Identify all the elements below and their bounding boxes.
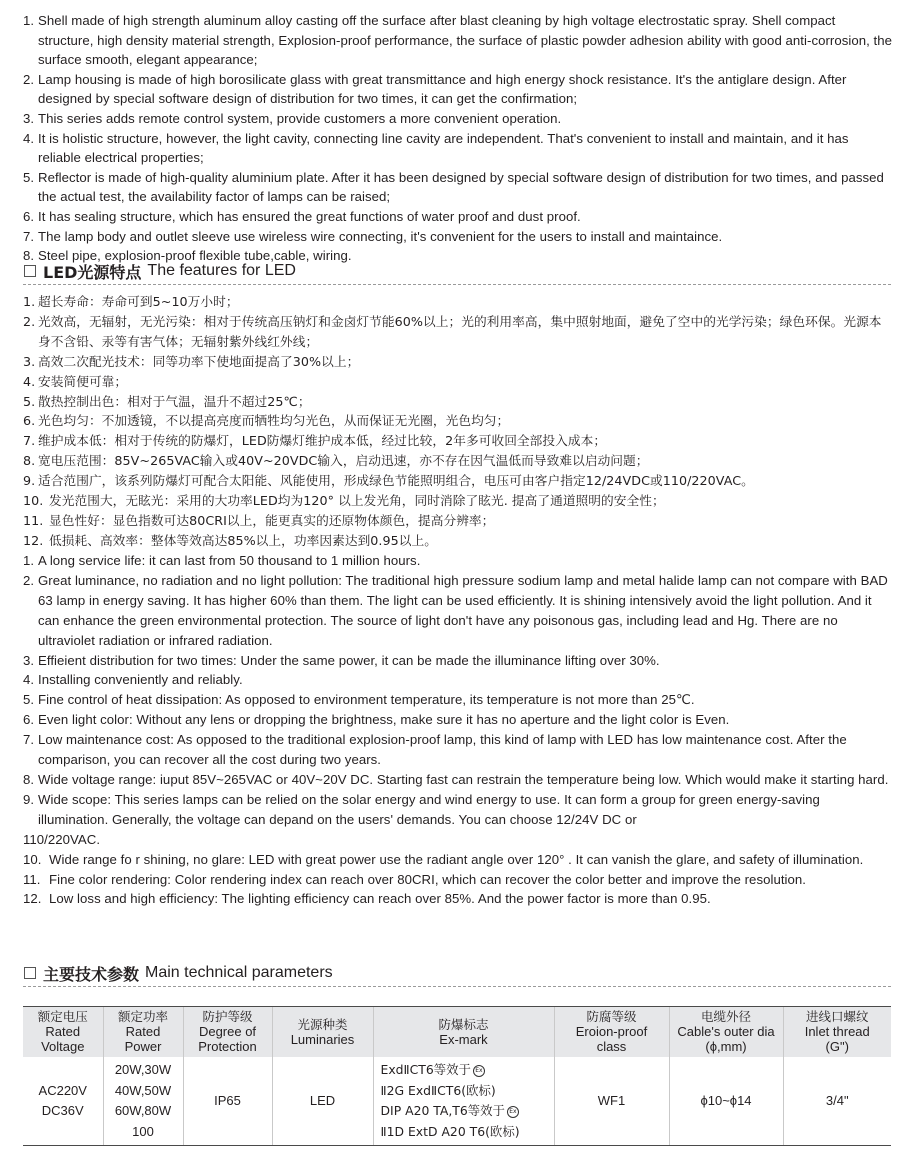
cell-cable-dia: ϕ10~ϕ14	[669, 1057, 783, 1146]
column-header-cn: 电缆外径	[700, 1009, 751, 1024]
column-header-en: Cable's outer dia	[677, 1024, 775, 1039]
list-item	[23, 690, 893, 710]
list-item-number: 9.	[23, 791, 35, 807]
list-item-number: 8.	[23, 453, 36, 469]
power-line: 20W,30W	[114, 1062, 172, 1077]
column-header-en: Protection	[198, 1039, 257, 1054]
list-item	[23, 531, 893, 551]
list-item-text: Low maintenance cost: As opposed to the traditional explosion-proof lamp, this kind of lamp with LED has low maintenance cost. After the comparison, you can recover all the cost during two years.	[38, 732, 847, 768]
list-item	[23, 352, 893, 372]
list-item	[23, 431, 893, 451]
power-line: 60W,80W	[114, 1103, 172, 1118]
list-item	[23, 129, 893, 168]
list-item-text: 110/220VAC.	[23, 831, 101, 847]
column-header	[272, 1007, 373, 1058]
list-item	[23, 411, 893, 431]
list-item-text: Shell made of high strength aluminum alloy casting off the surface after blast cleaning by high voltage electrostatic spray. Shell compact structure, high density material strength, Explosion-proof performance, the surface of plastic powder adhesion ability with good anti-corrosion, the surface smooth, elegant appearance;	[38, 13, 893, 68]
list-item-number: 6.	[23, 208, 35, 224]
power-line: 40W,50W	[114, 1082, 172, 1098]
column-header-en: Voltage	[41, 1039, 85, 1054]
list-item-number: 1.	[23, 553, 35, 568]
cell-luminaries: LED	[272, 1057, 373, 1146]
ex-mark-icon: Ex	[473, 1065, 485, 1077]
column-header-en: (G")	[825, 1039, 849, 1054]
list-item-text: 光色均匀：不加透镜，不以提高亮度而牺牲均匀光色，从而保证无光圈，光色均匀；	[38, 413, 510, 429]
list-item-text: Installing conveniently and reliably.	[38, 672, 243, 688]
list-item-text: The lamp body and outlet sleeve use wireless wire connecting, it's convenient for the users to install and maintaince.	[38, 228, 723, 244]
cell-voltage	[23, 1057, 103, 1146]
list-item-number: 4.	[23, 130, 35, 146]
exmark-text: DIP A20 TA,T6等效于	[380, 1103, 505, 1118]
list-item-number: 11.	[23, 871, 41, 887]
checkbox-square-icon	[24, 265, 36, 277]
column-header-en: (ϕ,mm)	[705, 1039, 747, 1054]
list-item-text: Reflector is made of high-quality aluminium plate. After it has been designed by special software design of distribution for two times, and passed the actual test, the availability factor of lamps can be raised;	[38, 169, 884, 205]
list-item-number: 10.	[23, 851, 42, 867]
list-item	[23, 850, 893, 870]
list-item-number: 9.	[23, 473, 36, 489]
list-item-text: Even light color: Without any lens or dropping the brightness, make sure it has no aperture and the light color is Even.	[38, 712, 730, 728]
list-item	[23, 830, 893, 850]
list-item-text: It is holistic structure, however, the light cavity, connecting line cavity are independent. That's convenient to install and maintain, and it has reliable electrical properties;	[38, 130, 849, 166]
column-header-en: Ex-mark	[439, 1031, 488, 1047]
list-item-number: 7.	[23, 732, 35, 748]
column-header-en: Luminaries	[290, 1031, 355, 1047]
list-item-number: 7.	[23, 228, 35, 244]
list-item-text: Fine color rendering: Color rendering index can reach over 80CRI, which can recover the color better and improve the resolution.	[49, 871, 807, 887]
power-line: 100	[132, 1123, 154, 1139]
led-features-cn-list	[23, 292, 893, 551]
list-item	[23, 372, 893, 392]
list-item	[23, 770, 893, 790]
list-item	[23, 312, 893, 352]
list-item-text: 低损耗、高效率：整体等效高达85%以上，功率因素达到0.95以上。	[49, 532, 437, 548]
exmark-line	[381, 1101, 552, 1122]
section-title-en: The features for LED	[147, 262, 296, 279]
checkbox-square-icon	[24, 967, 36, 979]
list-item	[23, 710, 893, 730]
list-item-number: 12.	[23, 891, 42, 907]
list-item-number: 4.	[23, 373, 36, 389]
led-features-en-list	[23, 551, 893, 909]
parameters-table	[23, 1006, 891, 1146]
ex-mark-icon: Ex	[507, 1106, 519, 1118]
column-header-en: Rated	[45, 1024, 81, 1039]
cell-thread: 3/4"	[783, 1057, 891, 1146]
list-item-text: Fine control of heat dissipation: As opposed to environment temperature, its temperature is not more than 25℃.	[38, 692, 695, 708]
exmark-text: ExdⅡCT6等效于	[380, 1062, 471, 1077]
list-item	[23, 207, 893, 227]
list-item	[23, 471, 893, 491]
list-item-text: 光效高，无辐射，无光污染：相对于传统高压钠灯和金卤灯节能60%以上；光的利用率高，集中照射地面，避免了空中的光学污染；绿色环保。光源本身不含铅、汞等有害气体；无辐射紫外线红外线；	[38, 313, 882, 349]
voltage-line: AC220V	[38, 1082, 87, 1098]
column-header-en: Eroion-proof	[575, 1024, 648, 1039]
column-header-en: Power	[124, 1039, 162, 1054]
table-row	[23, 1057, 891, 1146]
column-header-cn: 额定功率	[117, 1009, 168, 1024]
list-item-number: 2.	[23, 572, 35, 588]
list-item-number: 5.	[23, 692, 35, 708]
list-item	[23, 70, 893, 109]
column-header-en: Degree of	[198, 1024, 257, 1039]
list-item-number: 2.	[23, 71, 35, 87]
list-item-number: 5.	[23, 393, 36, 409]
column-header	[554, 1007, 669, 1058]
list-item	[23, 168, 893, 207]
list-item	[23, 889, 893, 909]
cell-power	[103, 1057, 183, 1146]
list-item-text: 超长寿命：寿命可到5~10万小时；	[38, 294, 239, 309]
exmark-line	[381, 1060, 552, 1081]
column-header	[373, 1007, 554, 1058]
list-item-text: This series adds remote control system, provide customers a more convenient operation.	[38, 110, 562, 126]
list-item-text: Great luminance, no radiation and no light pollution: The traditional high pressure sodium lamp and metal halide lamp can not compare with BAD 63 lamp in energy saving. It has higher 60% than them. The light can be used efficiently. It is shining intensively avoid the light pollution. And it can enhance the green environmental protection. The source of light don't have any poisonous gas, including lead and Hg. There are no ultraviolet radiation or infrared radiation.	[38, 572, 888, 648]
list-item-number: 1.	[23, 294, 36, 309]
column-header	[783, 1007, 891, 1058]
list-item-number: 6.	[23, 413, 36, 429]
table-header-row	[23, 1007, 891, 1058]
column-header-cn: 进线口螺纹	[805, 1009, 869, 1024]
list-item-number: 7.	[23, 433, 36, 449]
list-item	[23, 491, 893, 511]
list-item	[23, 651, 893, 671]
list-item	[23, 670, 893, 690]
list-item-number: 3.	[23, 110, 35, 126]
list-item	[23, 392, 893, 412]
list-item-text: Low loss and high efficiency: The lighting efficiency can reach over 85%. And the power factor is more than 0.95.	[49, 891, 711, 907]
list-item	[23, 227, 893, 247]
list-item	[23, 790, 893, 830]
list-item	[23, 730, 893, 770]
list-item-number: 12.	[23, 532, 44, 548]
list-item-text: 散热控制出色：相对于气温，温升不超过25℃；	[38, 393, 311, 409]
column-header-en: Rated	[125, 1024, 161, 1039]
list-item	[23, 571, 893, 651]
list-item-number: 8.	[23, 248, 35, 264]
column-header	[669, 1007, 783, 1058]
cell-corrosion: WF1	[554, 1057, 669, 1146]
section-header-main-parameters	[23, 960, 891, 987]
column-header-en: Inlet thread	[804, 1024, 870, 1039]
list-item-text: 高效二次配光技术：同等功率下使地面提高了30%以上；	[38, 353, 360, 369]
list-item-text: 适合范围广，该系列防爆灯可配合太阳能、风能使用，形成绿色节能照明组合，电压可由客户指定12/24VDC或110/220VAC。	[38, 473, 754, 489]
section-title-en: Main technical parameters	[145, 964, 333, 981]
list-item-text: Effieient distribution for two times: Under the same power, it can be made the illuminance lifting over 30%.	[38, 652, 660, 668]
voltage-line: DC36V	[41, 1103, 84, 1118]
list-item-text: Wide range fo r shining, no glare: LED with great power use the radiant angle over 120° . It can vanish the glare, and safety of illumination.	[49, 851, 864, 867]
list-item-text: 宽电压范围：85V~265VAC输入或40V~20VDC输入，启动迅速，亦不存在因气温低而导致难以启动问题；	[38, 453, 649, 469]
column-header-cn: 防腐等级	[586, 1009, 637, 1024]
list-item-number: 3.	[23, 353, 36, 369]
exmark-line: Ⅱ1D ExtD A20 T6(欧标)	[380, 1123, 520, 1139]
section-header-led-features	[23, 258, 891, 285]
list-item-text: Steel pipe, explosion-proof flexible tube,cable, wiring.	[38, 248, 352, 264]
list-item-text: 发光范围大，无眩光：采用的大功率LED均为120° 以上发光角，同时消除了眩光. 提高了通道照明的安全性；	[49, 493, 665, 509]
list-item-number: 5.	[23, 169, 35, 185]
list-item-number: 11.	[23, 512, 44, 528]
list-item-text: Wide scope: This series lamps can be relied on the solar energy and wind energy to use. It can form a group for green energy-saving illumination. Generally, the voltage can depand on the users' demands. You can choose 12/24V DC or	[38, 791, 820, 827]
column-header-cn: 光源种类	[297, 1016, 348, 1032]
list-item-text: 显色性好：显色指数可达80CRI以上，能更真实的还原物体颜色，提高分辨率；	[49, 512, 495, 528]
section-title-cn: LED光源特点	[43, 262, 142, 282]
list-item-text: Wide voltage range: iuput 85V~265VAC or 40V~20V DC. Starting fast can restrain the temperature being low. Which would make it starting hard.	[38, 771, 889, 787]
section-title-cn: 主要技术参数	[43, 964, 140, 984]
list-item	[23, 109, 893, 129]
column-header-en: class	[596, 1039, 627, 1054]
list-item-text: Lamp housing is made of high borosilicate glass with great transmittance and high energy shock resistance. It's the antiglare design. After designed by special software design of distribution for two times, it can get the confirmation;	[38, 71, 847, 107]
list-item-text: It has sealing structure, which has ensured the great functions of water proof and dust proof.	[38, 208, 581, 224]
list-item-number: 3.	[23, 652, 35, 668]
column-header-cn: 额定电压	[37, 1009, 88, 1024]
column-header	[183, 1007, 272, 1058]
features-list-top	[23, 11, 893, 266]
list-item	[23, 451, 893, 471]
list-item-number: 10.	[23, 493, 44, 509]
list-item-text: A long service life: it can last from 50 thousand to 1 million hours.	[38, 553, 421, 568]
exmark-line: Ⅱ2G ExdⅡCT6(欧标)	[380, 1082, 496, 1098]
list-item	[23, 11, 893, 70]
list-item-number: 6.	[23, 712, 35, 728]
list-item-number: 8.	[23, 771, 35, 787]
column-header	[103, 1007, 183, 1058]
column-header	[23, 1007, 103, 1058]
list-item	[23, 511, 893, 531]
list-item-text: 安装简便可靠；	[38, 373, 128, 389]
list-item-number: 1.	[23, 13, 35, 28]
cell-exmark	[373, 1057, 554, 1146]
list-item	[23, 870, 893, 890]
column-header-cn: 防爆标志	[438, 1016, 489, 1032]
cell-protection: IP65	[183, 1057, 272, 1146]
list-item	[23, 551, 893, 571]
column-header-cn: 防护等级	[202, 1009, 253, 1024]
list-item-text: 维护成本低：相对于传统的防爆灯，LED防爆灯维护成本低，经过比较，2年多可收回全部投入成本；	[38, 433, 607, 449]
list-item-number: 4.	[23, 672, 35, 688]
list-item	[23, 292, 893, 312]
list-item-number: 2.	[23, 313, 36, 329]
